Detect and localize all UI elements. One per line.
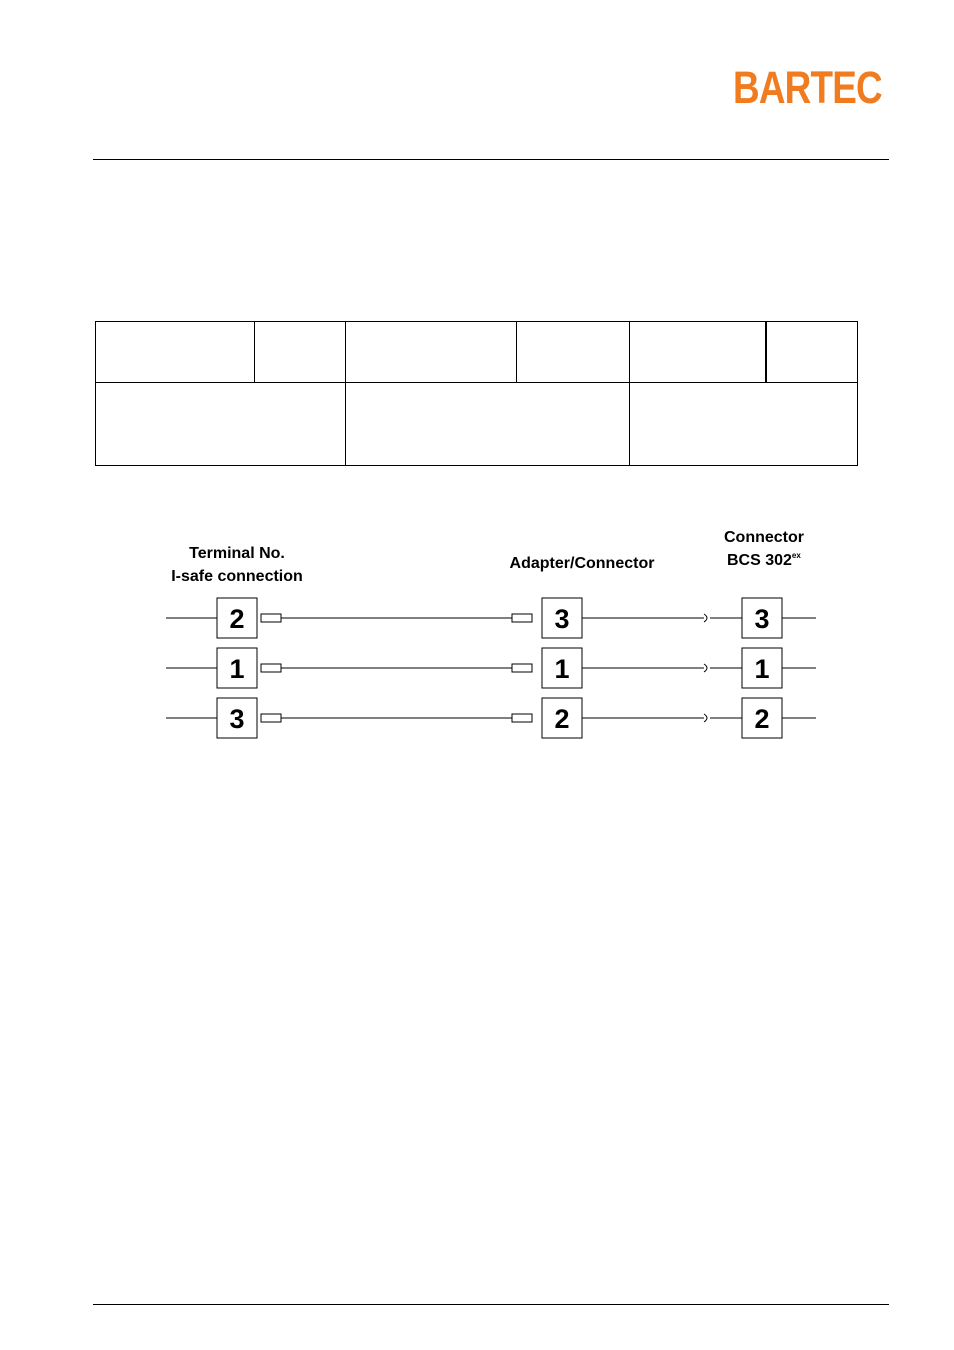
table-cell: [254, 321, 346, 383]
terminal-header-line1: Terminal No.: [189, 545, 285, 562]
terminal-header-line2: I-safe connection: [171, 568, 303, 585]
plug-contact: [704, 614, 707, 622]
connector-header-line2: [727, 551, 801, 569]
table-cell: [765, 321, 858, 383]
wiring-diagram: [150, 520, 830, 750]
terminal-number: 2: [229, 604, 245, 634]
ferrule-right: [512, 664, 532, 672]
terminal-number: 3: [229, 704, 245, 734]
connector-number: 1: [754, 654, 770, 684]
table-cell: [629, 321, 767, 383]
adapter-number: 3: [554, 604, 570, 634]
table-cell: [516, 321, 630, 383]
footer-rule: [93, 1304, 889, 1305]
ferrule-left: [261, 614, 281, 622]
plug-contact: [704, 664, 707, 672]
connector-model-suffix: ex: [791, 551, 801, 560]
adapter-number: 1: [554, 654, 570, 684]
terminal-number: 1: [229, 654, 245, 684]
ferrule-right: [512, 614, 532, 622]
table-cell: [95, 321, 255, 383]
table-cell: [95, 382, 346, 466]
table-cell: [345, 321, 517, 383]
table-cell: [629, 382, 858, 466]
plug-contact: [704, 714, 707, 722]
connector-model: BCS 302: [727, 552, 792, 569]
connector-number: 3: [754, 604, 770, 634]
adapter-header: Adapter/Connector: [509, 555, 655, 572]
ferrule-right: [512, 714, 532, 722]
adapter-number: 2: [554, 704, 570, 734]
connector-header-line1: Connector: [724, 529, 804, 546]
header-rule: [93, 159, 889, 160]
ferrule-left: [261, 714, 281, 722]
ferrule-left: [261, 664, 281, 672]
bartec-logo: BARTEC: [733, 62, 882, 113]
connector-number: 2: [754, 704, 770, 734]
table-cell: [345, 382, 630, 466]
wiring-rows: [166, 598, 816, 738]
info-table: [95, 321, 858, 466]
